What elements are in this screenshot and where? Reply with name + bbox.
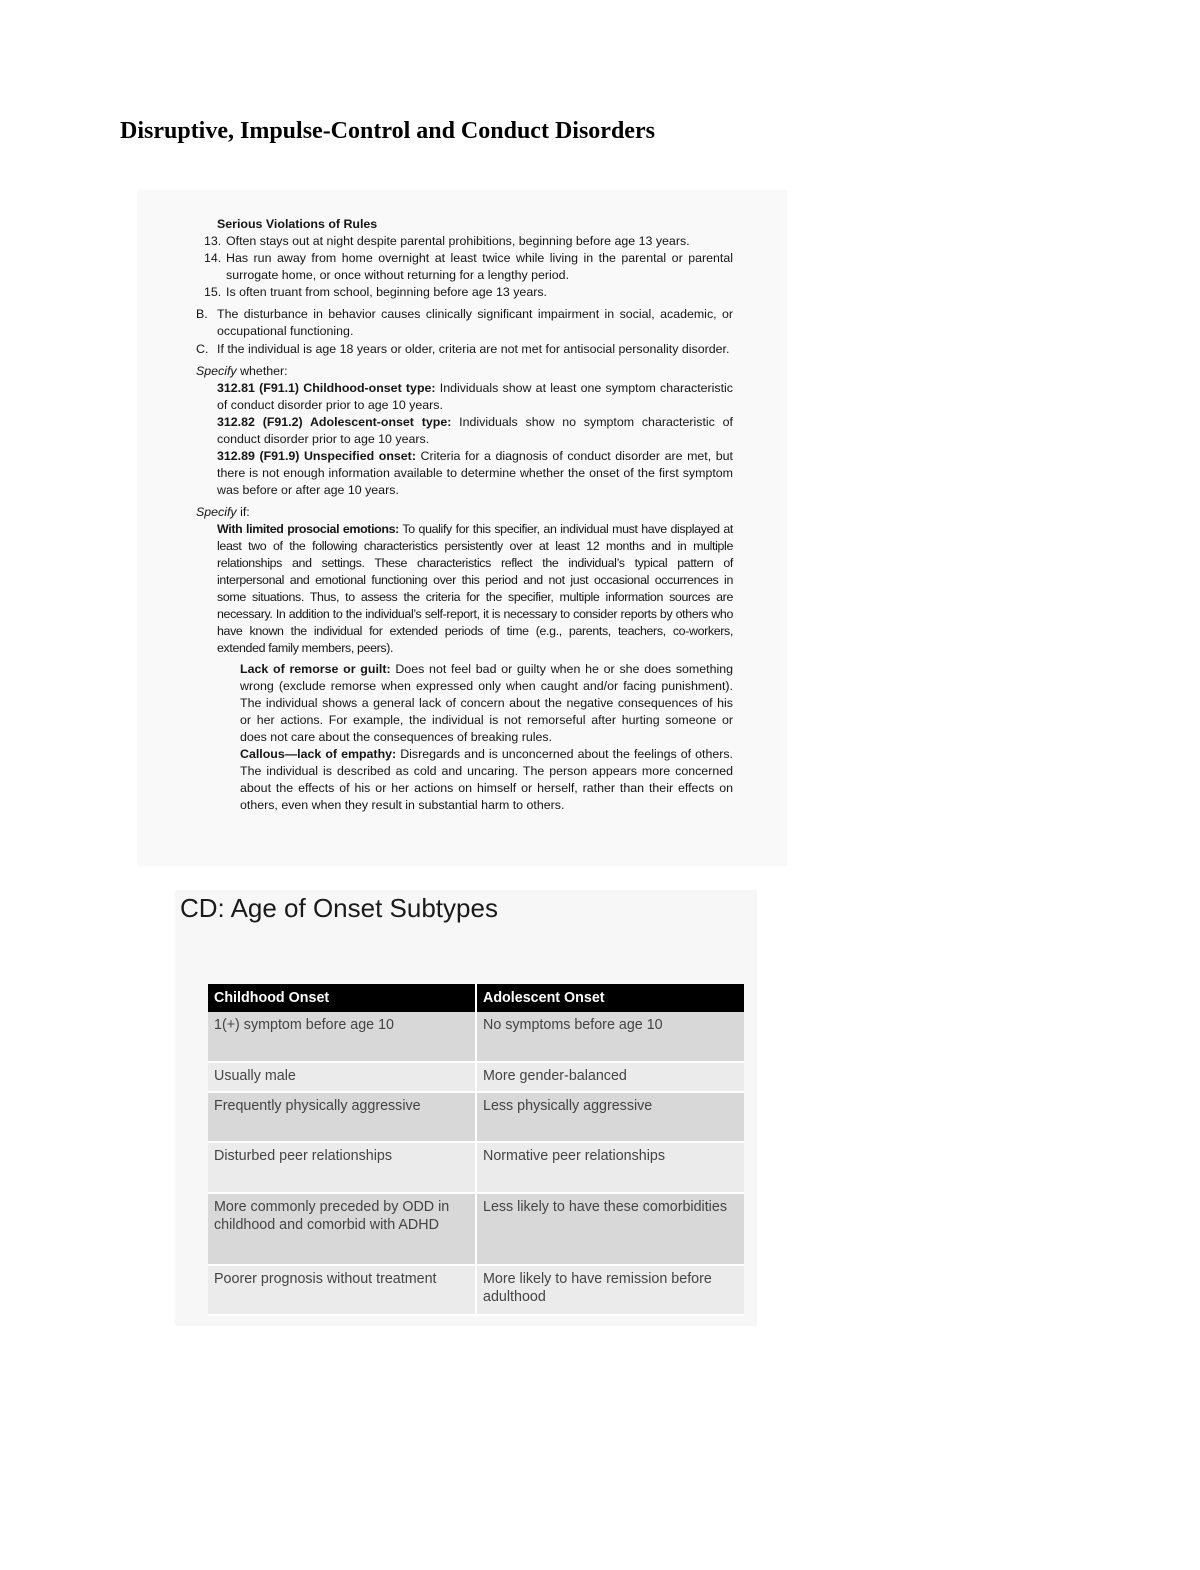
criterion-c	[196, 341, 733, 358]
criterion-item-14	[204, 250, 733, 284]
criterion-item-13	[204, 233, 733, 250]
item-number: 13.	[204, 234, 222, 248]
specify-italic: Specify	[196, 364, 237, 378]
criterion-text: If the individual is age 18 years or older, criteria are not met for antisocial personality disorder.	[217, 342, 730, 356]
onset-comparison-table	[208, 984, 744, 1316]
subtype-text: Individuals show no symptom characteristic of conduct disorder prior to age 10 years.	[217, 415, 733, 446]
characteristic-lack-of-remorse	[240, 661, 733, 746]
section-heading: Serious Violations of Rules	[217, 217, 378, 231]
table-header-row	[208, 984, 744, 1012]
table-cell: Less physically aggressive	[476, 1092, 744, 1142]
specify-if	[196, 504, 733, 521]
characteristic-label: Lack of remorse or guilt:	[240, 662, 391, 676]
prosocial-specifier	[217, 521, 733, 657]
item-text: Is often truant from school, beginning before age 13 years.	[226, 285, 547, 299]
item-number: 15.	[204, 285, 222, 299]
table-cell: More gender-balanced	[476, 1062, 744, 1092]
column-header-childhood: Childhood Onset	[208, 984, 476, 1012]
subtype-text: Criteria for a diagnosis of conduct disorder are met, but there is not enough information available to determine whether the onset of the first symptom was before or after age 10 years.	[217, 449, 733, 497]
subtype-label: 312.81 (F91.1) Childhood-onset type:	[217, 381, 436, 395]
item-number: 14.	[204, 251, 222, 265]
subtype-childhood-onset	[217, 380, 733, 414]
table-cell: Normative peer relationships	[476, 1142, 744, 1193]
column-header-adolescent: Adolescent Onset	[476, 984, 744, 1012]
criterion-text: The disturbance in behavior causes clinically significant impairment in social, academic, or occupational functioning.	[217, 307, 733, 338]
characteristic-callous	[240, 746, 733, 814]
subtype-text: Individuals show at least one symptom characteristic of conduct disorder prior to age 10 years.	[217, 381, 733, 412]
specify-whether	[196, 363, 733, 380]
table-row	[208, 1142, 744, 1193]
characteristic-text: Disregards and is unconcerned about the feelings of others. The individual is described as cold and uncaring. The person appears more concerned about the effects of his or her actions on himself or herself, rather than their effects on others, even when they result in substantial harm to others.	[240, 747, 734, 812]
characteristic-label: Callous—lack of empathy:	[240, 747, 397, 761]
table-row	[208, 1193, 744, 1265]
onset-subtypes-slide	[175, 890, 757, 1326]
table-cell: More commonly preceded by ODD in childhood and comorbid with ADHD	[208, 1193, 476, 1265]
table-cell: Usually male	[208, 1062, 476, 1092]
subtype-unspecified-onset	[217, 448, 733, 499]
slide-title: CD: Age of Onset Subtypes	[180, 893, 498, 923]
criterion-b	[196, 306, 733, 340]
table-cell: Frequently physically aggressive	[208, 1092, 476, 1142]
subtype-adolescent-onset	[217, 414, 733, 448]
specifier-text: To qualify for this specifier, an individual must have displayed at least two of the following characteristics persistently over at least 12 months and in multiple relationships and settings. These characteristics reflect the individual’s typical pattern of interpersonal and emotional functioning over this period and not just occasional occurrences in some situations. Thus, to assess the criteria for the specifier, multiple information sources are necessary. In addition to the individual’s self-report, it is necessary to consider reports by others who have known the individual for extended periods of time (e.g., parents, teachers, co-workers, extended family members, peers).	[217, 522, 733, 655]
characteristic-text: Does not feel bad or guilty when he or she does something wrong (exclude remorse when expressed only when caught and/or facing punishment). The individual shows a general lack of concern about the negative consequences of his or her actions. For example, the individual is not remorseful after hurting someone or does not care about the consequences of breaking rules.	[240, 662, 733, 744]
table-cell: No symptoms before age 10	[476, 1012, 744, 1062]
item-text: Often stays out at night despite parental prohibitions, beginning before age 13 years.	[226, 234, 690, 248]
specify-italic: Specify	[196, 505, 237, 519]
item-text: Has run away from home overnight at least twice while living in the parental or parental surrogate home, or once without returning for a lengthy period.	[226, 251, 733, 282]
document-title: Disruptive, Impulse-Control and Conduct Disorders	[120, 118, 655, 144]
subtype-label: 312.89 (F91.9) Unspecified onset:	[217, 449, 416, 463]
table-row	[208, 1092, 744, 1142]
table-cell: Disturbed peer relationships	[208, 1142, 476, 1193]
specifier-label: With limited prosocial emotions:	[217, 522, 399, 536]
table-cell: Less likely to have these comorbidities	[476, 1193, 744, 1265]
criterion-letter: B.	[196, 307, 208, 321]
table-cell: Poorer prognosis without treatment	[208, 1265, 476, 1315]
criteria-excerpt-image	[137, 190, 787, 866]
table-cell: 1(+) symptom before age 10	[208, 1012, 476, 1062]
specify-rest: if:	[236, 505, 250, 519]
table-row	[208, 1062, 744, 1092]
specify-rest: whether:	[236, 364, 288, 378]
criterion-letter: C.	[196, 342, 209, 356]
table-row	[208, 1265, 744, 1315]
table-row	[208, 1012, 744, 1062]
table-cell: More likely to have remission before adulthood	[476, 1265, 744, 1315]
subtype-label: 312.82 (F91.2) Adolescent-onset type:	[217, 415, 452, 429]
criterion-item-15	[204, 284, 733, 301]
